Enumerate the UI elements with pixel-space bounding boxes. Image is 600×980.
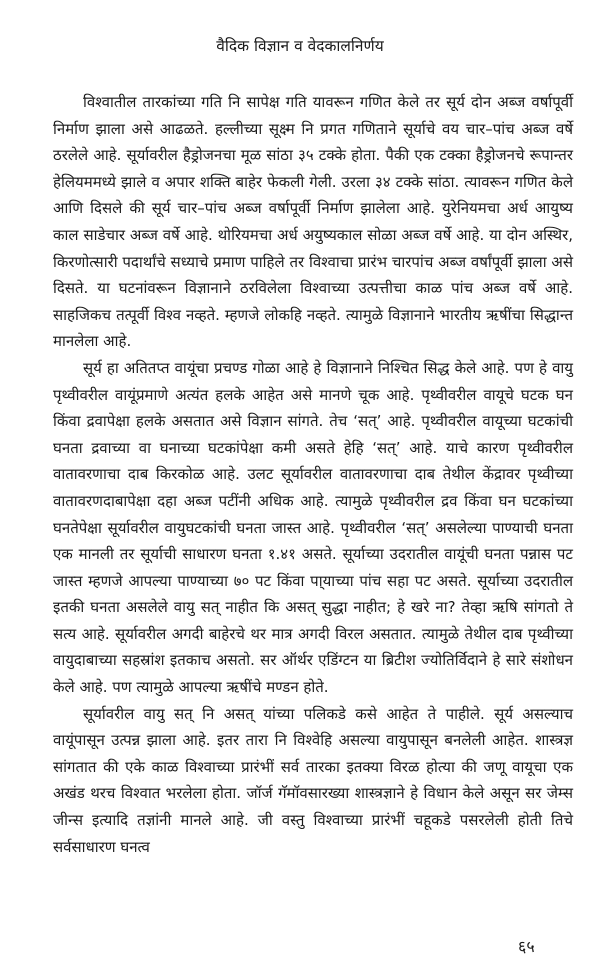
paragraph-3: सूर्यावरील वायु सत् नि असत् यांच्या पलिकडे कसे आहेत ते पाहीले. सूर्य असल्याच वायूंपासून उत्पन्न झाला आहे. इतर तारा नि विश्वेहि असल्या वायुपासून बनलेली आहेत. शास्त्रज्ञ सांगतात की एके काळ विश्वाच्या प्रारंभीं सर्व तारका इतक्या विरळ होत्या की जणू वायूचा एक अखंड थरच विश्वात भरलेला होता. जॉर्ज गॅमॉवसारख्या शास्त्रज्ञाने हे विधान केले असून सर जेम्स जीन्स इत्यादि तज्ञांनी मानले आहे. जी वस्तु विश्वाच्या प्रारंभीं चहूकडे पसरलेली होती तिचे सर्वसाधारण घनत्व — [53, 704, 573, 856]
paragraph-1: विश्वातील तारकांच्या गति नि सापेक्ष गति यावरून गणित केले तर सूर्य दोन अब्ज वर्षापूर्वी निर्माण झाला असे आढळते. हल्लीच्या सूक्ष्म नि प्रगत गणिताने सूर्याचे वय चार–पांच अब्ज वर्षे ठरलेले आहे. सूर्यावरील हैड्रोजनचा मूळ सांठा ३५ टक्के होता. पैकी एक टक्का हैड्रोजनचे रूपान्तर हेलियममध्ये झाले व अपार शक्ति बाहेर फेकली गेली. उरला ३४ टक्के सांठा. त्यावरून गणित केले आणि दिसले की सूर्य चार–पांच अब्ज वर्षापूर्वी निर्माण झालेला आहे. युरेनियमचा अर्ध आयुष्य काल साडेचार अब्ज वर्षे आहे. थोरियमचा अर्ध अयुष्यकाल सोळा अब्ज वर्षे आहे. या दोन अस्थिर, किरणोत्सारी पदार्थांचे सध्याचे प्रमाण पाहिले तर विश्वाचा प्रारंभ चारपांच अब्ज वर्षांपूर्वी झाला असे दिसते. या घटनांवरून विज्ञानाने ठरविलेला विश्वाच्या उत्पत्तीचा काळ पांच अब्ज वर्षे आहे. साहजिकच तत्पूर्वी विश्व नव्हते. म्हणजे लोकहि नव्हते. त्यामुळे विज्ञानाने भारतीय ऋषींचा सिद्धान्त मानलेला आहे. — [53, 93, 573, 351]
body-text — [53, 89, 573, 860]
page-number: ६५ — [518, 937, 535, 956]
running-header: वैदिक विज्ञान व वेदकालनिर्णय — [216, 37, 384, 55]
paragraph-2: सूर्य हा अतितप्त वायूंचा प्रचण्ड गोळा आहे हे विज्ञानाने निश्चित सिद्ध केले आहे. पण हे वायु पृथ्वीवरील वायूंप्रमाणे अत्यंत हलके आहेत असे मानणे चूक आहे. पृथ्वीवरील वायूचे घटक घन किंवा द्रवापेक्षा हलके असतात असे विज्ञान सांगते. तेच ‘सत्’ आहे. पृथ्वीवरील वायूच्या घटकांची घनता द्रवाच्या वा घनाच्या घटकांपेक्षा कमी असते हेहि ‘सत्’ आहे. याचे कारण पृथ्वीवरील वातावरणाचा दाब किरकोळ आहे. उलट सूर्यावरील वातावरणाचा दाब तेथील केंद्रावर पृथ्वीच्या वातावरणदाबापेक्षा दहा अब्ज पटींनी अधिक आहे. त्यामुळे पृथ्वीवरील द्रव किंवा घन घटकांच्या घनतेपेक्षा सूर्यावरील वायुघटकांची घनता जास्त आहे. पृथ्वीवरील ‘सत्’ असलेल्या पाण्याची घनता एक मानली तर सूर्याची साधारण घनता १.४१ असते. सूर्याच्या उदरातील वायूंची घनता पन्नास पट जास्त म्हणजे आपल्या पाण्याच्या ७० पट किंवा पा्याच्या पांच सहा पट असते. सूर्याच्या उदरातील इतकी घनता असलेले वायु सत् नाहीत कि असत् सुद्धा नाहीत; हे खरे ना? तेव्हा ऋषि सांगतो ते सत्य आहे. सूर्यावरील अगदी बाहेरचे थर मात्र अगदी विरल असतात. त्यामुळे तेथील दाब पृथ्वीच्या वायुदाबाच्या सहस्रांश इतकाच असतो. सर ऑर्थर एडिंग्टन या ब्रिटीश ज्योतिर्विदाने हे सारे संशोधन केले आहे. पण त्यामुळे आपल्या ऋषींचे मण्डन होते. — [53, 358, 573, 697]
